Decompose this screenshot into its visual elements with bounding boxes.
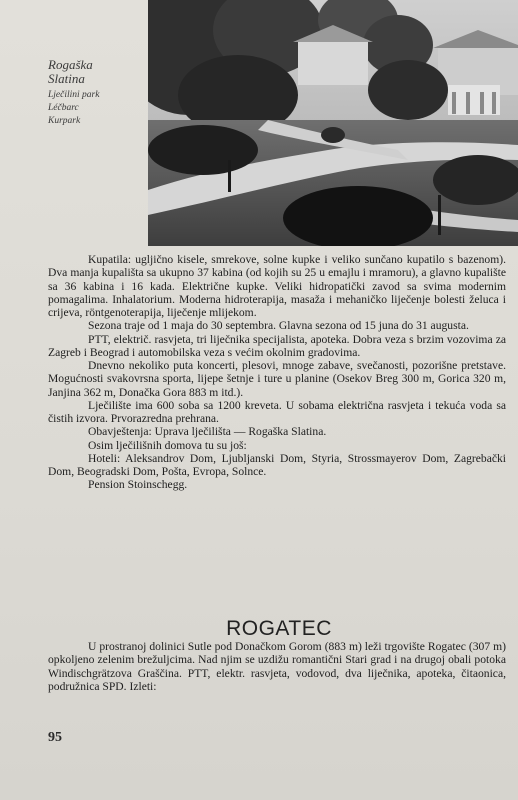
section-heading: ROGATEC xyxy=(226,617,332,640)
park-photo xyxy=(148,0,518,246)
paragraph-season: Sezona traje od 1 maja do 30 septembra. Glavna sezona od 15 juna do 31 augusta. xyxy=(88,319,469,333)
caption-line-german: Kurpark xyxy=(48,116,81,127)
page-number: 95 xyxy=(48,730,62,745)
paragraph-information: Obavještenja: Uprava lječilišta — Rogaška Slatina. xyxy=(88,425,327,439)
paragraph-services: PTT, električ. rasvjeta, tri liječnika specijalista, apoteka. Dobra veza s brzim vozovima za Zagreb i Beograd i automobilska veza s većim okolnim gradovima. xyxy=(48,332,506,359)
caption-title-line1: Rogaška xyxy=(48,57,93,72)
rogaska-slatina-text xyxy=(48,253,506,492)
paragraph-rooms: Lječilište ima 600 soba sa 1200 kreveta. U sobama električna rasvjeta i tekuća voda sa čistih izvora. Prvorazredna prehrana. xyxy=(48,398,506,425)
paragraph-rogatec: U prostranoj dolinici Sutle pod Donačkom Gorom (883 m) leži trgovište Rogatec (307 m) opkoljeno zelenim brežuljcima. Nad njim se uzdižu romantični Stari grad i na drugoj obali potoka Windischgrätzova Graščina. PTT, elektr. rasvjeta, vodovod, dva liječnika, apoteka, čitaonica, podružnica SPD. Izleti: xyxy=(48,640,506,694)
park-photo-image xyxy=(148,0,518,246)
photo-caption xyxy=(48,58,144,127)
paragraph-pension: Pension Stoinschegg. xyxy=(88,478,188,492)
caption-line-czech: Léčbarc xyxy=(48,103,79,114)
paragraph-baths: Kupatila: ugljično kisele, smrekove, solne kupke i veliko sunčano kupatilo s bazenom). Dva manja kupališta sa ukupno 37 kabina (od kojih su 25 u emajlu i mramoru), a glavno kupalište sa 36 kabina i 16 kada. Električne kupke. Veliki hidropatički zavod sa svima modernim pomagalima. Inhalatorium. Moderna hidroterapija, masaža i mehaničko liječenje bolesti želuca i crijeva, röntgenoterapija, liječenje mlijekom. xyxy=(48,253,506,319)
paragraph-hotels: Hoteli: Aleksandrov Dom, Ljubljanski Dom, Styria, Strossmayerov Dom, Zagrebački Dom, Beogradski Dom, Pošta, Evropa, Solnce. xyxy=(48,451,506,478)
paragraph-also: Osim lječilišnih domova tu su još: xyxy=(88,438,247,452)
rogatec-text xyxy=(48,640,506,694)
caption-line-croatian: Lječilini park xyxy=(48,89,100,100)
paragraph-entertainment: Dnevno nekoliko puta koncerti, plesovi, mnoge zabave, svečanosti, pozorišne pretstave. Mogućnosti svakovrsna sporta, lijepe šetnje i ture u planine (Osekov Breg 300 m, Gorica 320 m, Janjina 362 m, Donačka Gora 883 m itd.). xyxy=(48,359,506,399)
caption-title-line2: Slatina xyxy=(48,71,85,87)
